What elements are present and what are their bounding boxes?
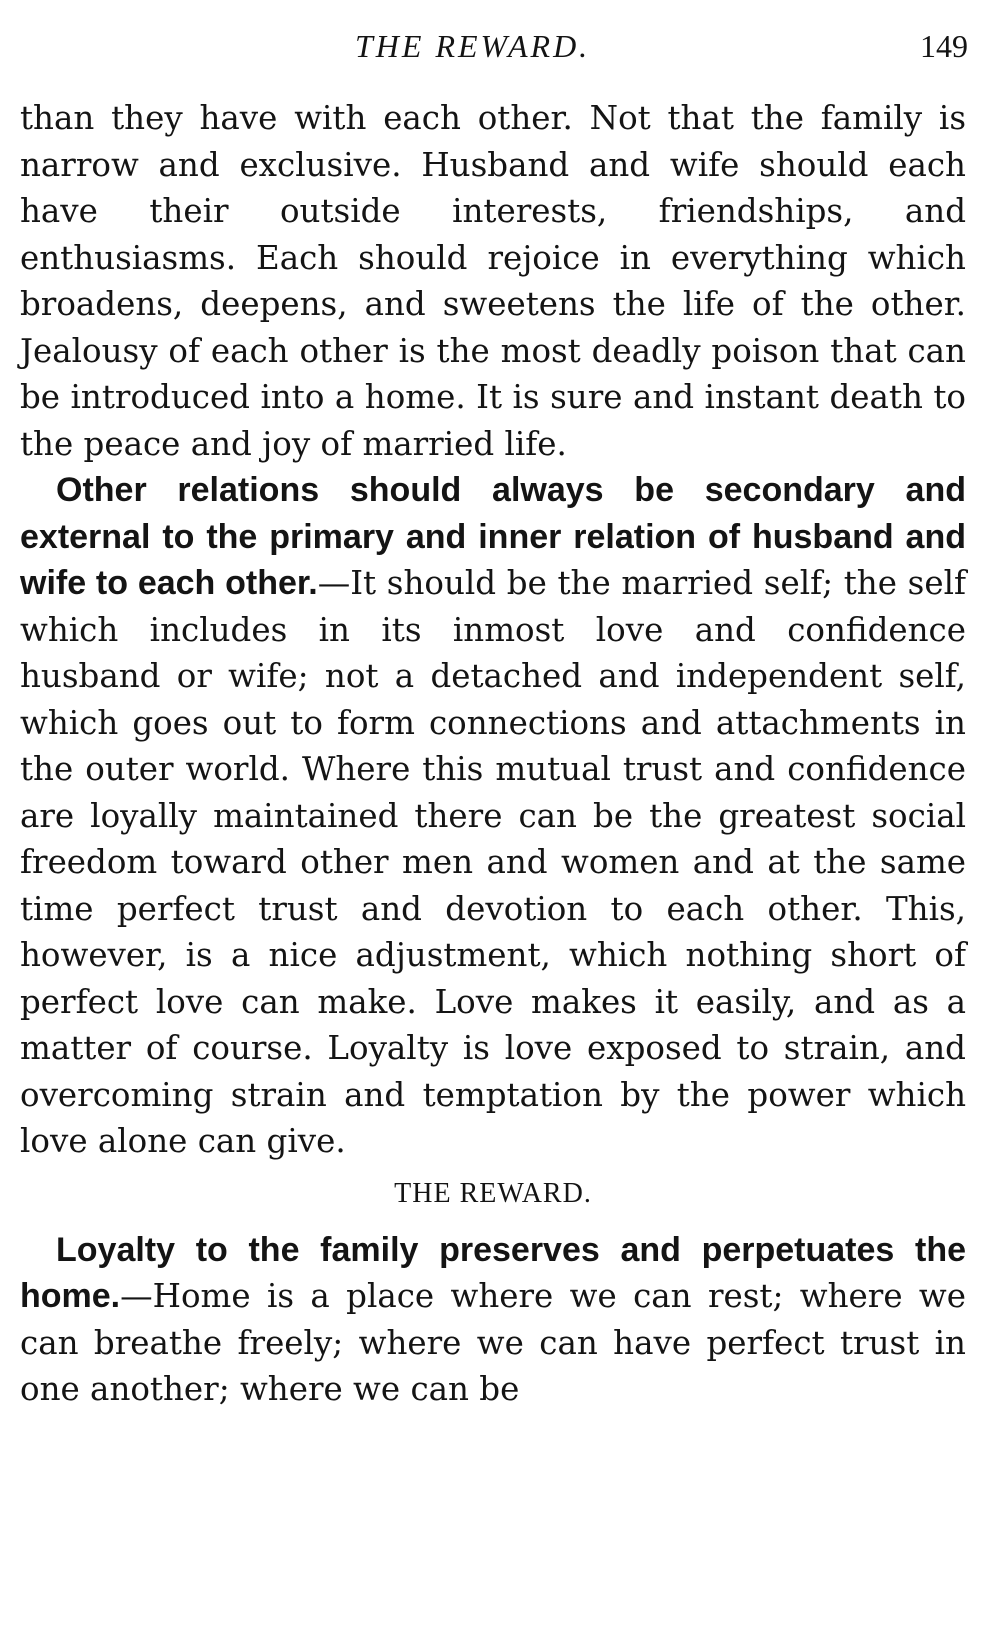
body-text xyxy=(20,95,966,1413)
paragraph-other-relations xyxy=(20,467,966,1165)
paragraph-jealousy: than they have with each other. Not that the family is narrow and exclusive. Husband and wife should each have their outside interests, friendships, and enthusiasms. Each should rejoice in everything which broadens, deepens, and sweetens the life of the other. Jealousy of each other is the most deadly poison that can be introduced into a home. It is sure and instant death to the peace and joy of married life. xyxy=(20,99,966,463)
running-title: THE REWARD. xyxy=(355,28,591,64)
section-heading: THE REWARD. xyxy=(394,1177,592,1209)
page-number: 149 xyxy=(920,28,968,64)
paragraph-lead-other-relations: Other relations should always be secondary and external to the primary and inner relation of husband and wife to each other. xyxy=(20,471,966,602)
paragraph-loyalty xyxy=(20,1227,966,1413)
paragraph-body-other-relations: —It should be the married self; the self which includes in its inmost love and confidence husband or wife; not a detached and independent self, which goes out to form connections and attachments in the outer world. Where this mutual trust and confidence are loyally maintained there can be the greatest social freedom toward other men and women and at the same time perfect trust and devotion to each other. This, however, is a nice adjustment, which nothing short of perfect love can make. Love makes it easily, and as a matter of course. Loyalty is love exposed to strain, and overcoming strain and temptation by the power which love alone can give. xyxy=(20,564,966,1160)
paragraph-lead-loyalty: Loyalty to the family preserves and perpetuates the home. xyxy=(20,1230,966,1315)
running-head xyxy=(0,22,1000,72)
paragraph-body-loyalty: —Home is a place where we can rest; where we can breathe freely; where we can have perfect trust in one another; where we can be xyxy=(20,1277,966,1408)
